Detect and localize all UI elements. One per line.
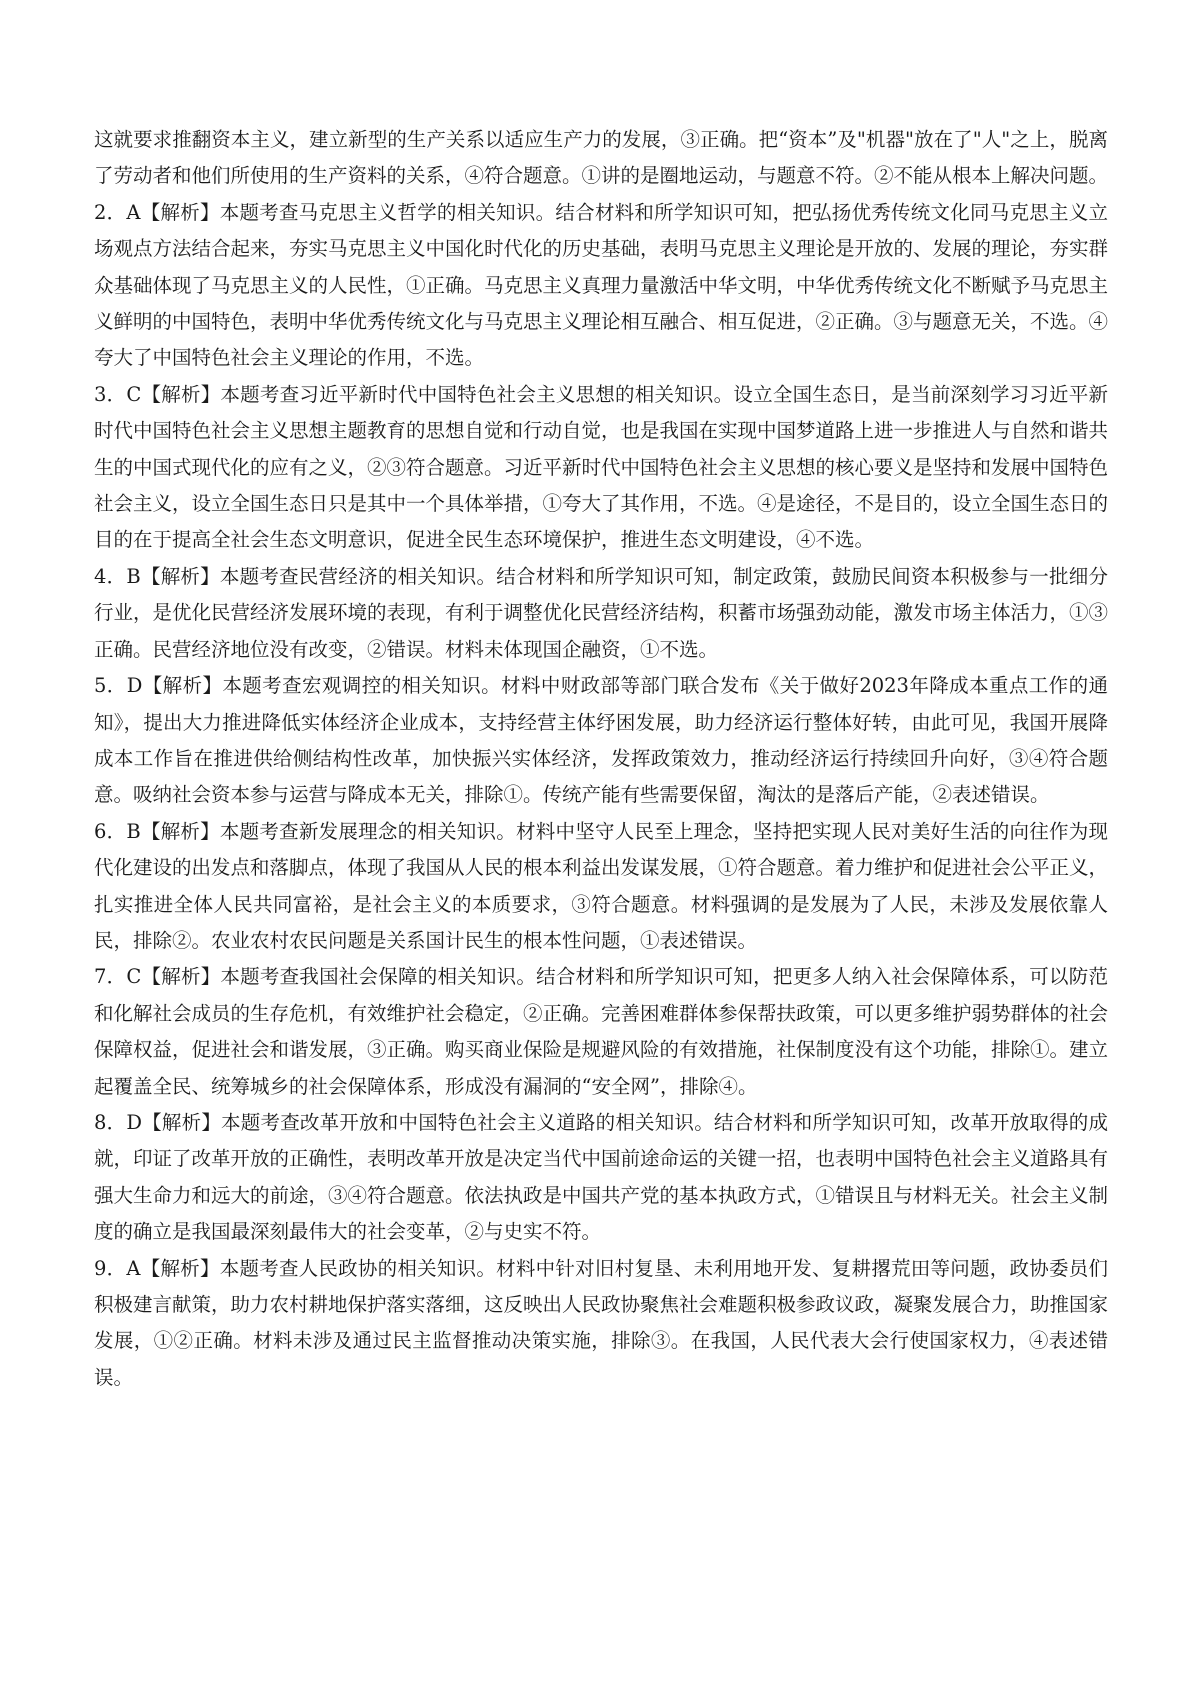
answer-4-explanation: 4．B【解析】本题考查民营经济的相关知识。结合材料和所学知识可知，制定政策，鼓励民间资本积极参与一批细分行业，是优化民营经济发展环境的表现，有利于调整优化民营经济结构，积蓄市场强劲动能，激发市场主体活力，①③正确。民营经济地位没有改变，②错误。材料未体现国企融资，①不选。 (94, 564, 1109, 661)
answer-3-explanation: 3．C【解析】本题考查习近平新时代中国特色社会主义思想的相关知识。设立全国生态日，是当前深刻学习习近平新时代中国特色社会主义思想主题教育的思想自觉和行动自觉，也是我国在实现中国梦道路上进一步推进人与自然和谐共生的中国式现代化的应有之义，②③符合题意。习近平新时代中国特色社会主义思想的核心要义是坚持和发展中国特色社会主义，设立全国生态日只是其中一个具体举措，①夸大了其作用，不选。④是途径，不是目的，设立全国生态日的目的在于提高全社会生态文明意识，促进全民生态环境保护，推进生态文明建设，④不选。 (94, 382, 1109, 552)
answer-9-explanation: 9．A【解析】本题考查人民政协的相关知识。材料中针对旧村复垦、未利用地开发、复耕撂荒田等问题，政协委员们积极建言献策，助力农村耕地保护落实落细，这反映出人民政协聚焦社会难题积极参政议政，凝聚发展合力，助推国家发展，①②正确。材料未涉及通过民主监督推动决策实施，排除③。在我国，人民代表大会行使国家权力，④表述错误。 (94, 1256, 1109, 1389)
answer-explanations (94, 122, 1108, 1396)
answer-7-explanation: 7．C【解析】本题考查我国社会保障的相关知识。结合材料和所学知识可知，把更多人纳入社会保障体系，可以防范和化解社会成员的生存危机，有效维护社会稳定，②正确。完善困难群体参保帮扶政策，可以更多维护弱势群体的社会保障权益，促进社会和谐发展，③正确。购买商业保险是规避风险的有效措施，社保制度没有这个功能，排除①。建立起覆盖全民、统筹城乡的社会保障体系，形成没有漏洞的“安全网”，排除④。 (94, 965, 1109, 1098)
answer-2-explanation: 2．A【解析】本题考查马克思主义哲学的相关知识。结合材料和所学知识可知，把弘扬优秀传统文化同马克思主义立场观点方法结合起来，夯实马克思主义中国化时代化的历史基础，表明马克思主义理论是开放的、发展的理论，夯实群众基础体现了马克思主义的人民性，①正确。马克思主义真理力量激活中华文明，中华优秀传统文化不断赋予马克思主义鲜明的中国特色，表明中华优秀传统文化与马克思主义理论相互融合、相互促进，②正确。③与题意无关，不选。④夸大了中国特色社会主义理论的作用，不选。 (94, 200, 1109, 370)
answer-6-explanation: 6．B【解析】本题考查新发展理念的相关知识。材料中坚守人民至上理念，坚持把实现人民对美好生活的向往作为现代化建设的出发点和落脚点，体现了我国从人民的根本利益出发谋发展，①符合题意。着力维护和促进社会公平正义，扎实推进全体人民共同富裕，是社会主义的本质要求，③符合题意。材料强调的是发展为了人民，未涉及发展依靠人民，排除②。农业农村农民问题是关系国计民生的根本性问题，①表述错误。 (94, 819, 1109, 952)
answer-5-explanation: 5．D【解析】本题考查宏观调控的相关知识。材料中财政部等部门联合发布《关于做好2023年降成本重点工作的通知》，提出大力推进降低实体经济企业成本，支持经营主体纾困发展，助力经济运行整体好转，由此可见，我国开展降成本工作旨在推进供给侧结构性改革，加快振兴实体经济，发挥政策效力，推动经济运行持续回升向好，③④符合题意。吸纳社会资本参与运营与降成本无关，排除①。传统产能有些需要保留，淘汰的是落后产能，②表述错误。 (94, 674, 1108, 807)
answer-8-explanation: 8．D【解析】本题考查改革开放和中国特色社会主义道路的相关知识。结合材料和所学知识可知，改革开放取得的成就，印证了改革开放的正确性，表明改革开放是决定当代中国前途命运的关键一招，也表明中国特色社会主义道路具有强大生命力和远大的前途，③④符合题意。依法执政是中国共产党的基本执政方式，①错误且与材料无关。社会主义制度的确立是我国最深刻最伟大的社会变革，②与史实不符。 (94, 1110, 1109, 1244)
paragraph-continuation: 这就要求推翻资本主义，建立新型的生产关系以适应生产力的发展，③正确。把“资本”及"机器"放在了"人"之上，脱离了劳动者和他们所使用的生产资料的关系，④符合题意。①讲的是圈地运动，与题意不符。②不能从根本上解决问题。 (94, 128, 1109, 188)
